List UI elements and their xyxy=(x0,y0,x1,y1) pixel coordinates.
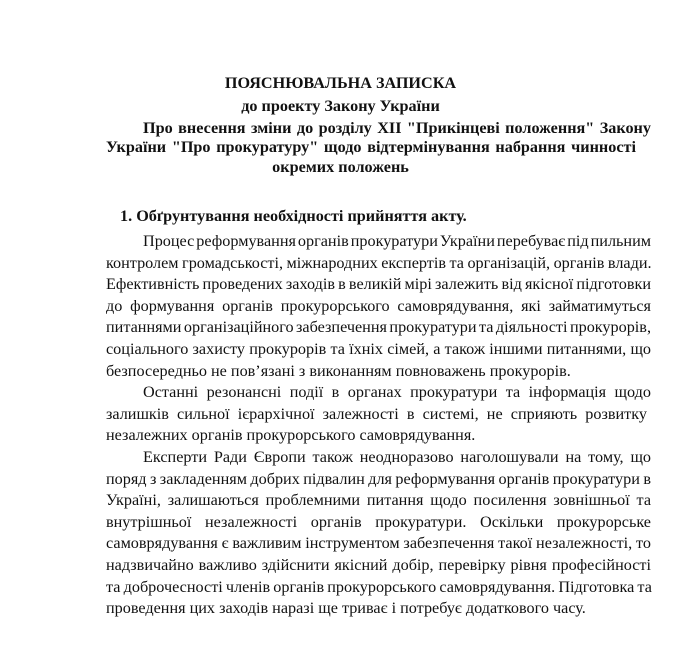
paragraph-line: надзвичайно важливо здійснити якісний добір, перевірку рівня професійності xyxy=(106,556,652,574)
document-title: ПОЯСНЮВАЛЬНА ЗАПИСКА xyxy=(224,74,457,92)
paragraph-line: Ефективність проведених заходів в великій мірі залежить від якісної підготовки xyxy=(106,275,652,294)
paragraph-line: незалежних органів прокурорського самоврядування. xyxy=(106,426,476,445)
paragraph-line: Україні, залишаються проблемними питання щодо посилення зовнішньої та xyxy=(106,491,652,510)
subject-line: окремих положень xyxy=(272,158,409,176)
paragraph-line: контролем громадськості, міжнародних експертів та організацій, органів влади. xyxy=(106,253,652,272)
paragraph-line: залишків сильної ієрархічної залежності в системі, не сприяють розвитку xyxy=(106,404,647,423)
paragraph-line: поряд з закладенням добрих підвалин для реформування органів прокуратури в xyxy=(106,469,651,488)
subject-line: України "Про прокуратуру" щодо відтермінування набрання чинності xyxy=(106,138,636,156)
paragraph-line: Процес реформування органів прокуратури України перебуває під пильним xyxy=(143,232,651,250)
paragraph-line: самоврядування є важливим інструментом забезпечення такої незалежності, то xyxy=(106,534,651,553)
section-heading: 1. Обґрунтування необхідності прийняття акту. xyxy=(120,207,467,225)
paragraph-line: Експерти Ради Європи також неодноразово наголошували на тому, що xyxy=(143,448,652,466)
paragraph-line: до формування органів прокурорського самоврядування, які займатимуться xyxy=(106,296,651,315)
paragraph-line: безпосередньо не пов’язані з виконанням повноважень прокурорів. xyxy=(106,361,571,380)
paragraph-line: соціального захисту прокурорів та їхніх сімей, а також іншими питаннями, що xyxy=(106,340,651,358)
paragraph-line: та доброчесності членів органів прокурорського самоврядування. Підготовка та xyxy=(106,577,652,596)
paragraph-line: Останні резонансні події в органах прокуратури та інформація щодо xyxy=(143,383,651,402)
paragraph-line: внутрішньої незалежності органів прокуратури. Оскільки прокурорське xyxy=(106,512,651,531)
document-subtitle: до проекту Закону України xyxy=(241,97,440,115)
paragraph-line: проведення цих заходів наразі ще триває і потребує додаткового часу. xyxy=(106,599,586,618)
subject-line: Про внесення зміни до розділу XII "Прикінцеві положення" Закону xyxy=(143,119,651,137)
paragraph-line: питаннями організаційного забезпечення прокуратури та діяльності прокурорів, xyxy=(106,318,651,337)
